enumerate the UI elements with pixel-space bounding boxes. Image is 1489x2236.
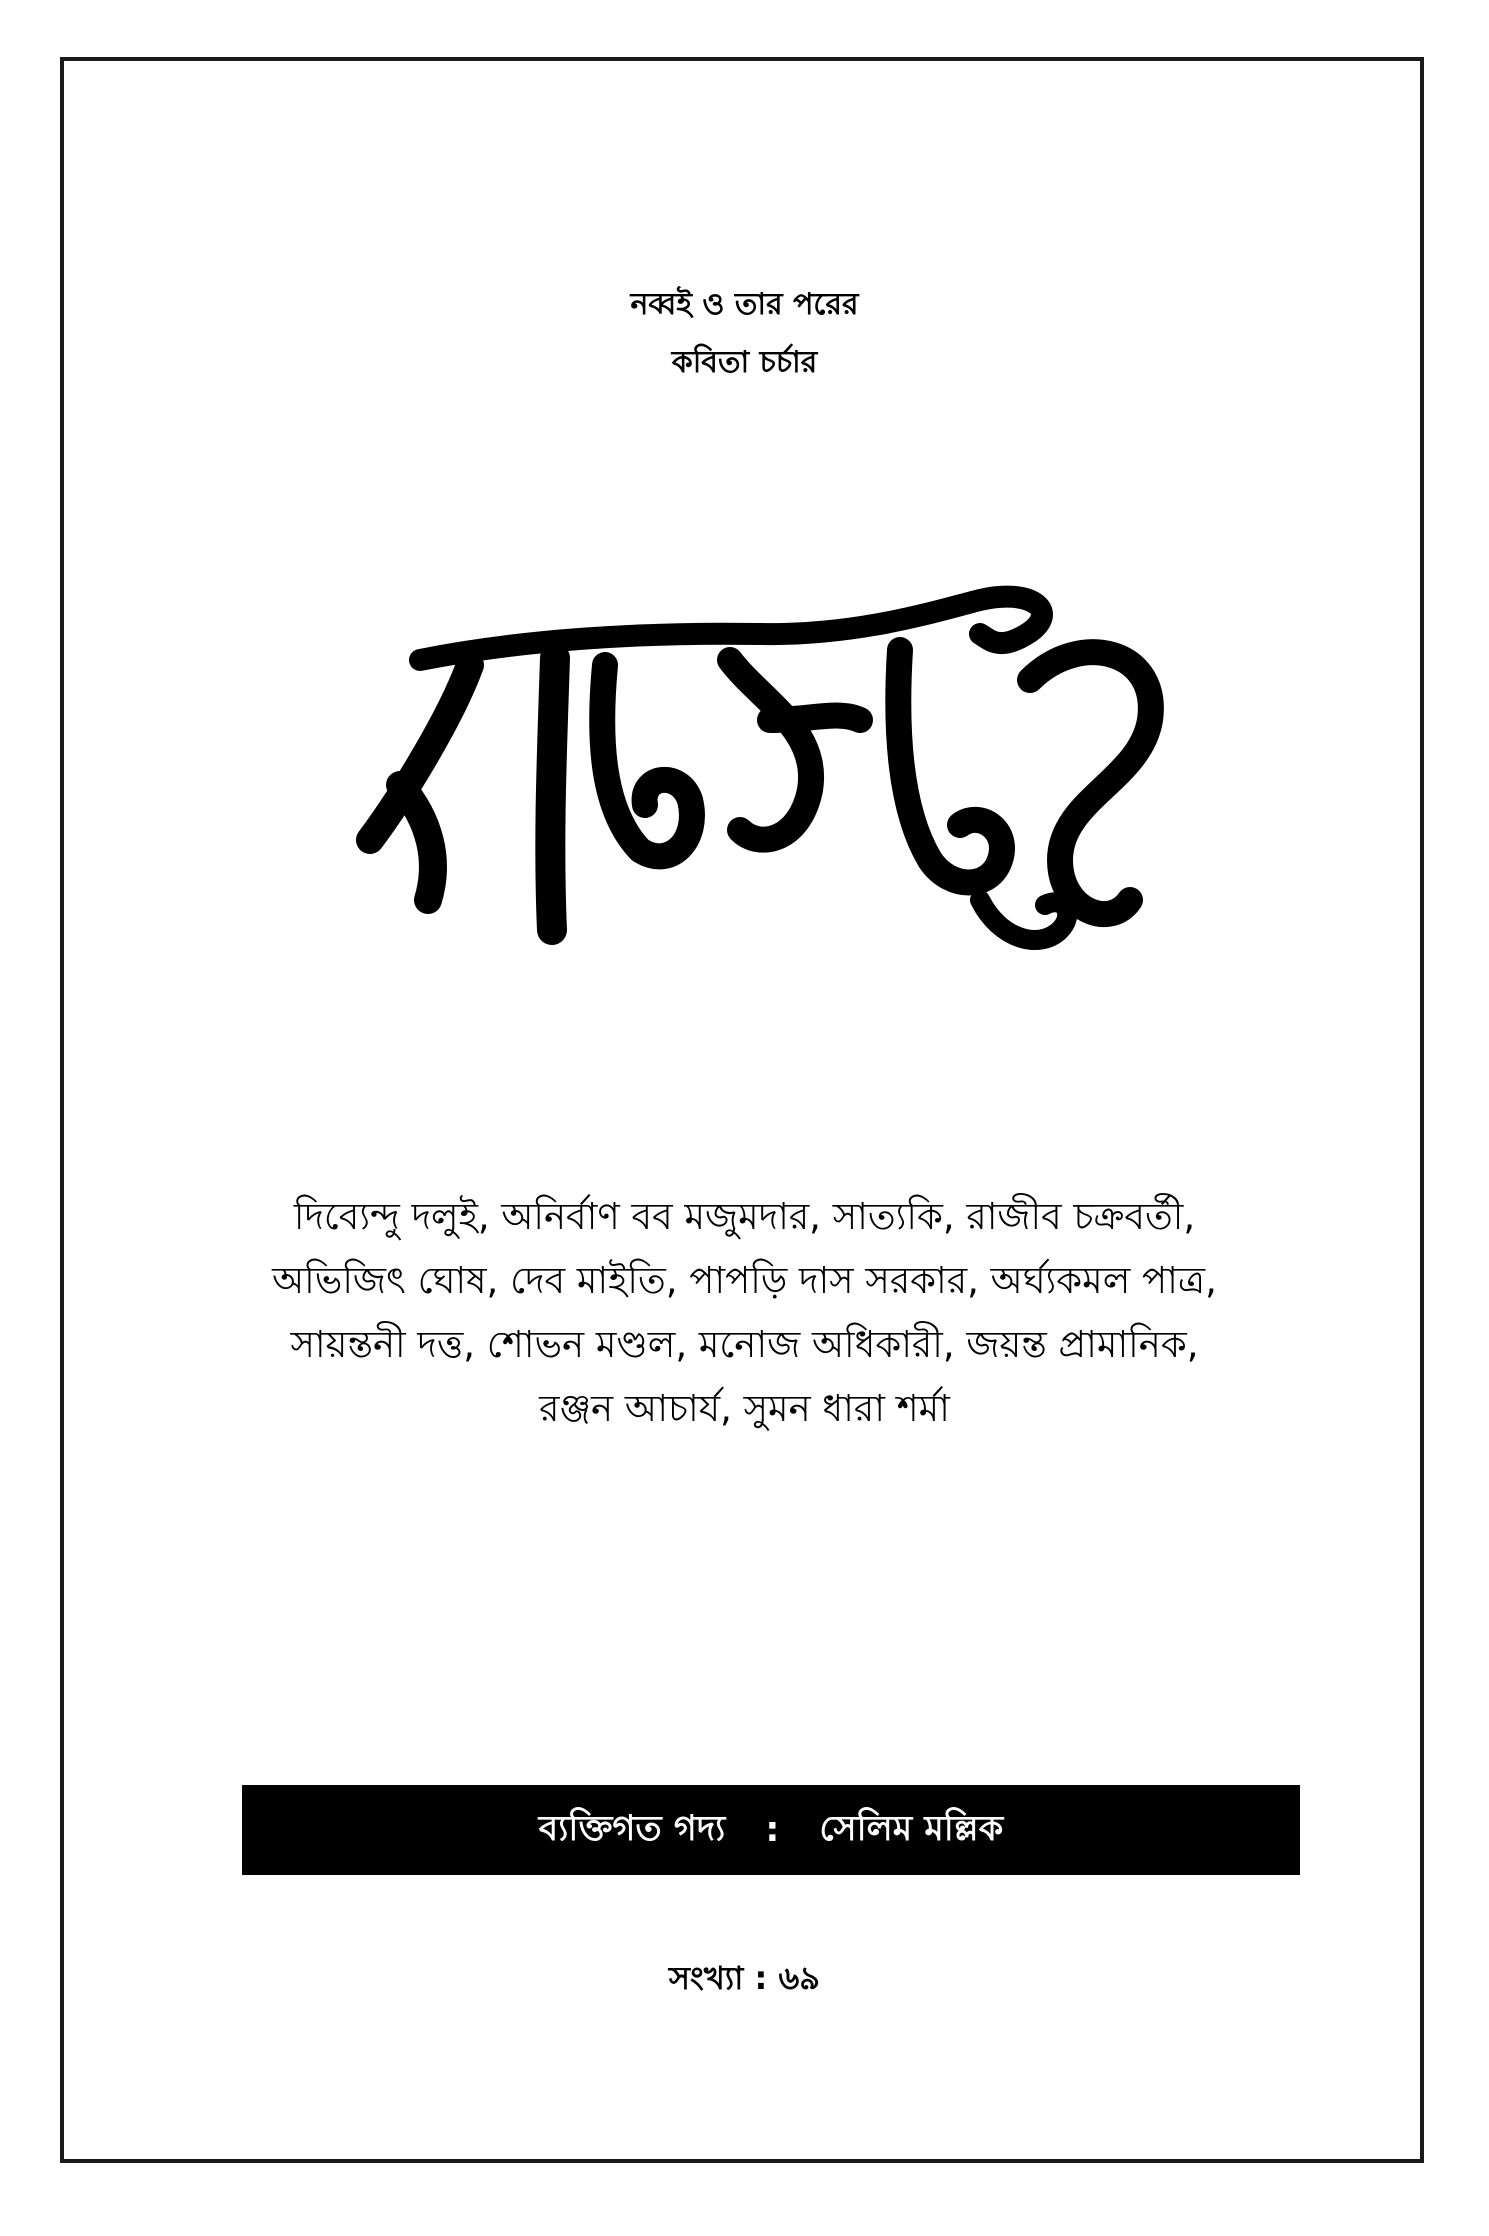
contributors-line-3: সায়ন্তনী দত্ত, শোভন মণ্ডল, মনোজ অধিকারী, জয়ন্ত প্রামানিক, [290, 1323, 1199, 1366]
logo-letter-2 [550, 658, 555, 930]
feature-author: সেলিম মল্লিক [819, 1808, 1004, 1849]
logo-lower-hook [980, 900, 1067, 940]
masthead-logo [340, 570, 1190, 990]
feature-label: ব্যক্তিগত গদ্য [538, 1808, 726, 1849]
contributors-line-4: রঞ্জন আচার্য, সুমন ধারা শর্মা [539, 1387, 950, 1430]
issue-number: সংখ্যা : ৬৯ [668, 1959, 821, 1997]
feature-banner [242, 1785, 1300, 1875]
logo-letter-6 [1030, 652, 1151, 914]
contributors-line-2: অভিজিৎ ঘোষ, দেব মাইতি, পাপড়ি দাস সরকার, অর্ঘ্যকমল পাত্র, [272, 1259, 1217, 1302]
logo-letter-5 [898, 650, 1002, 883]
logo-letter-3 [602, 665, 692, 856]
logo-letter-1 [370, 665, 470, 900]
contributors-list [150, 1185, 1339, 1441]
contributors-line-1: দিব্যেন্দু দলুই, অনির্বাণ বব মজুমদার, সাত্যকি, রাজীব চক্রবর্তী, [293, 1195, 1196, 1238]
feature-separator: : [765, 1810, 780, 1850]
tagline-line-1: নব্বই ও তার পরের [630, 287, 859, 322]
logo-letter-4 [730, 660, 860, 840]
tagline-line-2: কবিতা চর্চার [671, 345, 818, 380]
